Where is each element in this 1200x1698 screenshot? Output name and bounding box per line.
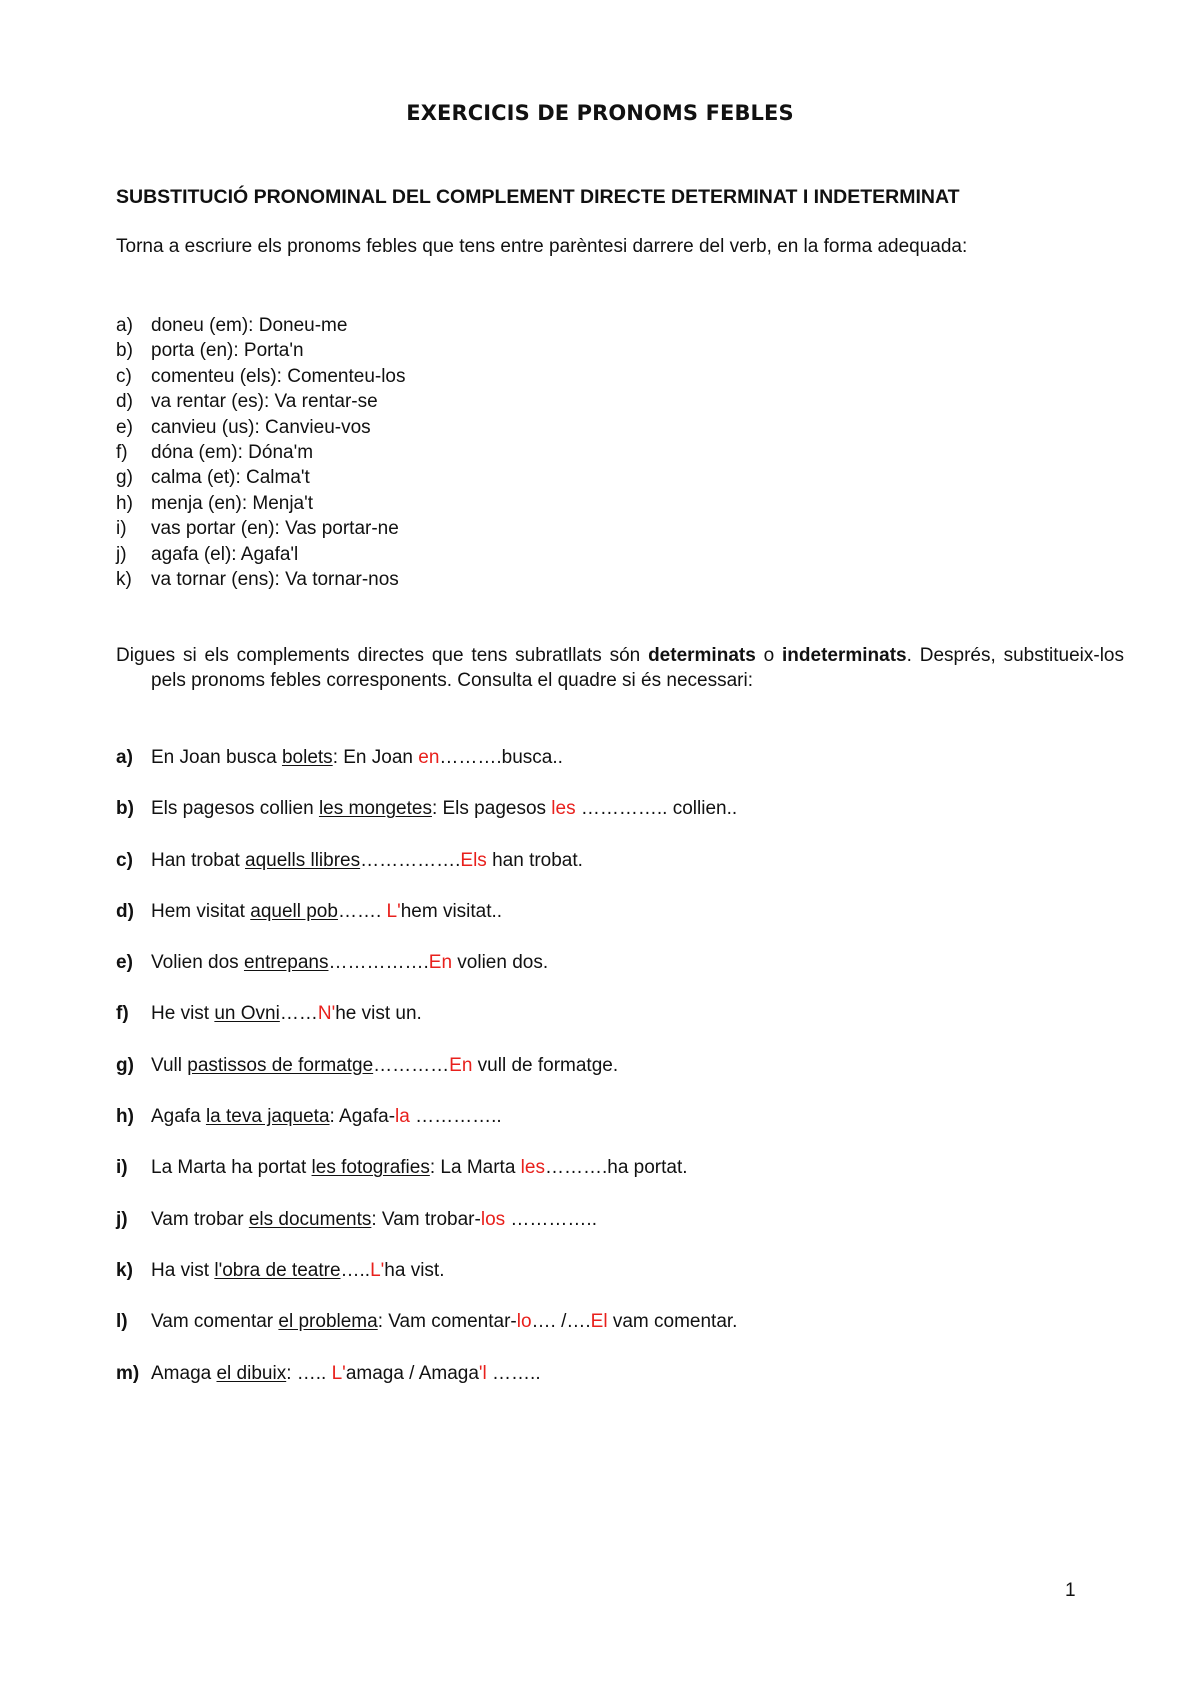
list-item [116,1001,737,1052]
list-item [116,465,406,490]
underlined-complement: les mongetes [318,798,432,820]
exercise-1-list [116,313,406,592]
underlined-complement: el problema [278,1311,378,1333]
list-item [116,1361,737,1412]
item-letter: a) [116,747,133,768]
list-item [116,848,737,899]
pronoun-answer: N' [317,1003,336,1025]
list-item [116,899,737,950]
pronoun-answer: En [428,952,453,974]
page-number: 1 [1065,1580,1076,1601]
item-letter: c) [116,849,133,871]
instruction-2-text: . Després, substitueix-los pels pronoms febles corresponents. Consulta el quadre si és necessari: [151,645,1124,691]
pronoun-answer: El [590,1311,608,1333]
item-text: agafa (el): Agafa'l [151,543,299,565]
sentence-text: ………….. [409,1106,502,1128]
list-item [116,415,406,440]
item-letter: a) [116,315,133,336]
sentence-text: En Joan busca [151,747,282,768]
pronoun-answer: les [520,1157,545,1179]
pronoun-answer: En [449,1054,473,1076]
underlined-complement: els documents [248,1208,372,1230]
list-item [116,440,406,465]
sentence-text: amaga / Amaga [345,1362,479,1384]
pronoun-answer: L' [386,900,401,922]
sentence-text: : Els pagesos [431,798,552,820]
sentence-text: volien dos. [452,952,549,974]
sentence-text: he vist un. [335,1003,422,1025]
item-letter: b) [116,340,133,362]
list-item [116,1309,737,1360]
item-letter: d) [116,391,133,413]
sentence-text: …….. [486,1362,541,1384]
pronoun-answer: 'l [478,1362,487,1384]
underlined-complement: entrepans [243,952,329,974]
sentence-text: ….. [340,1259,371,1281]
sentence-text: vam comentar. [607,1311,738,1333]
list-item [116,1258,737,1309]
sentence-text: La Marta ha portat [151,1157,312,1179]
item-letter: h) [116,1106,134,1128]
sentence-text: han trobat. [486,849,583,871]
list-item [116,516,406,541]
sentence-text: Han trobat [151,849,245,871]
sentence-text: Els pagesos collien [151,798,319,820]
underlined-complement: el dibuix [216,1362,287,1384]
sentence-text: : Vam comentar- [377,1311,517,1333]
pronoun-answer: los [480,1208,506,1230]
item-letter: i) [116,518,127,540]
instruction-1: Torna a escriure els pronoms febles que tens entre parèntesi darrere del verb, en la forma adequada: [116,236,968,257]
sentence-text: Vam trobar [151,1208,249,1230]
list-item [116,491,406,516]
underlined-complement: bolets [281,747,333,768]
sentence-text: Hem visitat [151,900,251,922]
item-letter: m) [116,1362,140,1384]
sentence-text: ……. [337,900,387,922]
item-text: calma (et): Calma't [151,467,310,489]
document-title: EXERCICIS DE PRONOMS FEBLES [406,101,794,125]
underlined-complement: un Ovni [214,1003,280,1025]
list-item [116,567,406,592]
item-letter: l) [116,1311,128,1333]
sentence-text: hem visitat.. [400,900,503,922]
keyword-determinats: determinats [648,645,756,666]
sentence-text: : Agafa- [329,1106,396,1128]
pronoun-answer: lo [516,1311,532,1333]
item-letter: c) [116,365,132,387]
item-letter: f) [116,441,128,463]
list-item [116,1053,737,1104]
item-text: canvieu (us): Canvieu-vos [151,416,371,438]
sentence-text: Amaga [151,1362,217,1384]
sentence-text: ……………. [328,952,429,974]
exercise-2-list [116,745,737,1412]
underlined-complement: la teva jaqueta [205,1106,330,1128]
instruction-2-text: o [755,645,783,666]
sentence-text: vull de formatge. [472,1054,619,1076]
list-item [116,338,406,363]
sentence-text: Vull [151,1054,188,1076]
list-item [116,1104,737,1155]
underlined-complement: l'obra de teatre [214,1259,341,1281]
underlined-complement: aquell pob [250,900,338,922]
underlined-complement: les fotografies [311,1157,430,1179]
underlined-complement: pastissos de formatge [187,1054,374,1076]
item-letter: k) [116,1259,133,1281]
sentence-text: : ….. [286,1362,332,1384]
item-letter: b) [116,798,134,820]
sentence-text: : En Joan [332,747,419,768]
list-item [116,796,737,847]
item-letter: d) [116,900,134,922]
sentence-text: ha vist. [384,1259,445,1281]
underlined-complement: aquells llibres [245,849,361,871]
item-text: va tornar (ens): Va tornar-nos [151,568,399,590]
instruction-2-text: Digues si els complements directes que tens subratllats són [116,645,649,666]
list-item [116,745,737,796]
item-text: comenteu (els): Comenteu-los [151,365,406,387]
list-item [116,313,406,338]
sentence-text: Volien dos [151,952,244,974]
list-item [116,1155,737,1206]
sentence-text: ………….. [505,1208,597,1230]
item-letter: k) [116,568,132,590]
sentence-text: Vam comentar [151,1311,279,1333]
sentence-text: …… [279,1003,318,1025]
item-text: va rentar (es): Va rentar-se [151,391,378,413]
sentence-text: …. /…. [531,1311,591,1333]
item-letter: j) [116,1208,128,1230]
sentence-text: ……………. [360,849,461,871]
item-text: porta (en): Porta'n [151,340,304,362]
item-letter: f) [116,1003,129,1025]
list-item [116,389,406,414]
sentence-text: ………….. collien.. [575,798,738,820]
pronoun-answer: la [395,1106,410,1128]
item-letter: e) [116,952,133,974]
item-letter: g) [116,1054,134,1076]
sentence-text: : Vam trobar- [371,1208,481,1230]
section-subtitle: SUBSTITUCIÓ PRONOMINAL DEL COMPLEMENT DIRECTE DETERMINAT I INDETERMINAT [116,186,960,208]
sentence-text: Ha vist [151,1259,215,1281]
item-text: doneu (em): Doneu-me [151,315,348,336]
sentence-text: ………… [373,1054,450,1076]
list-item [116,1207,737,1258]
item-text: vas portar (en): Vas portar-ne [151,518,399,540]
item-letter: i) [116,1157,128,1179]
pronoun-answer: les [551,798,576,820]
item-letter: h) [116,492,133,514]
list-item [116,364,406,389]
keyword-indeterminats: indeterminats [782,645,907,666]
pronoun-answer: L' [370,1259,385,1281]
item-letter: e) [116,416,133,438]
list-item [116,542,406,567]
instruction-2 [116,643,1124,693]
sentence-text: ……….busca.. [439,747,563,768]
sentence-text: Agafa [151,1106,206,1128]
sentence-text: ……….ha portat. [544,1157,688,1179]
sentence-text: : La Marta [429,1157,521,1179]
item-letter: g) [116,467,133,489]
item-text: dóna (em): Dóna'm [151,441,314,463]
item-letter: j) [116,543,127,565]
item-text: menja (en): Menja't [151,492,314,514]
pronoun-answer: Els [460,849,487,871]
pronoun-answer: en [418,747,440,768]
pronoun-answer: L' [331,1362,346,1384]
list-item [116,950,737,1001]
sentence-text: He vist [151,1003,215,1025]
